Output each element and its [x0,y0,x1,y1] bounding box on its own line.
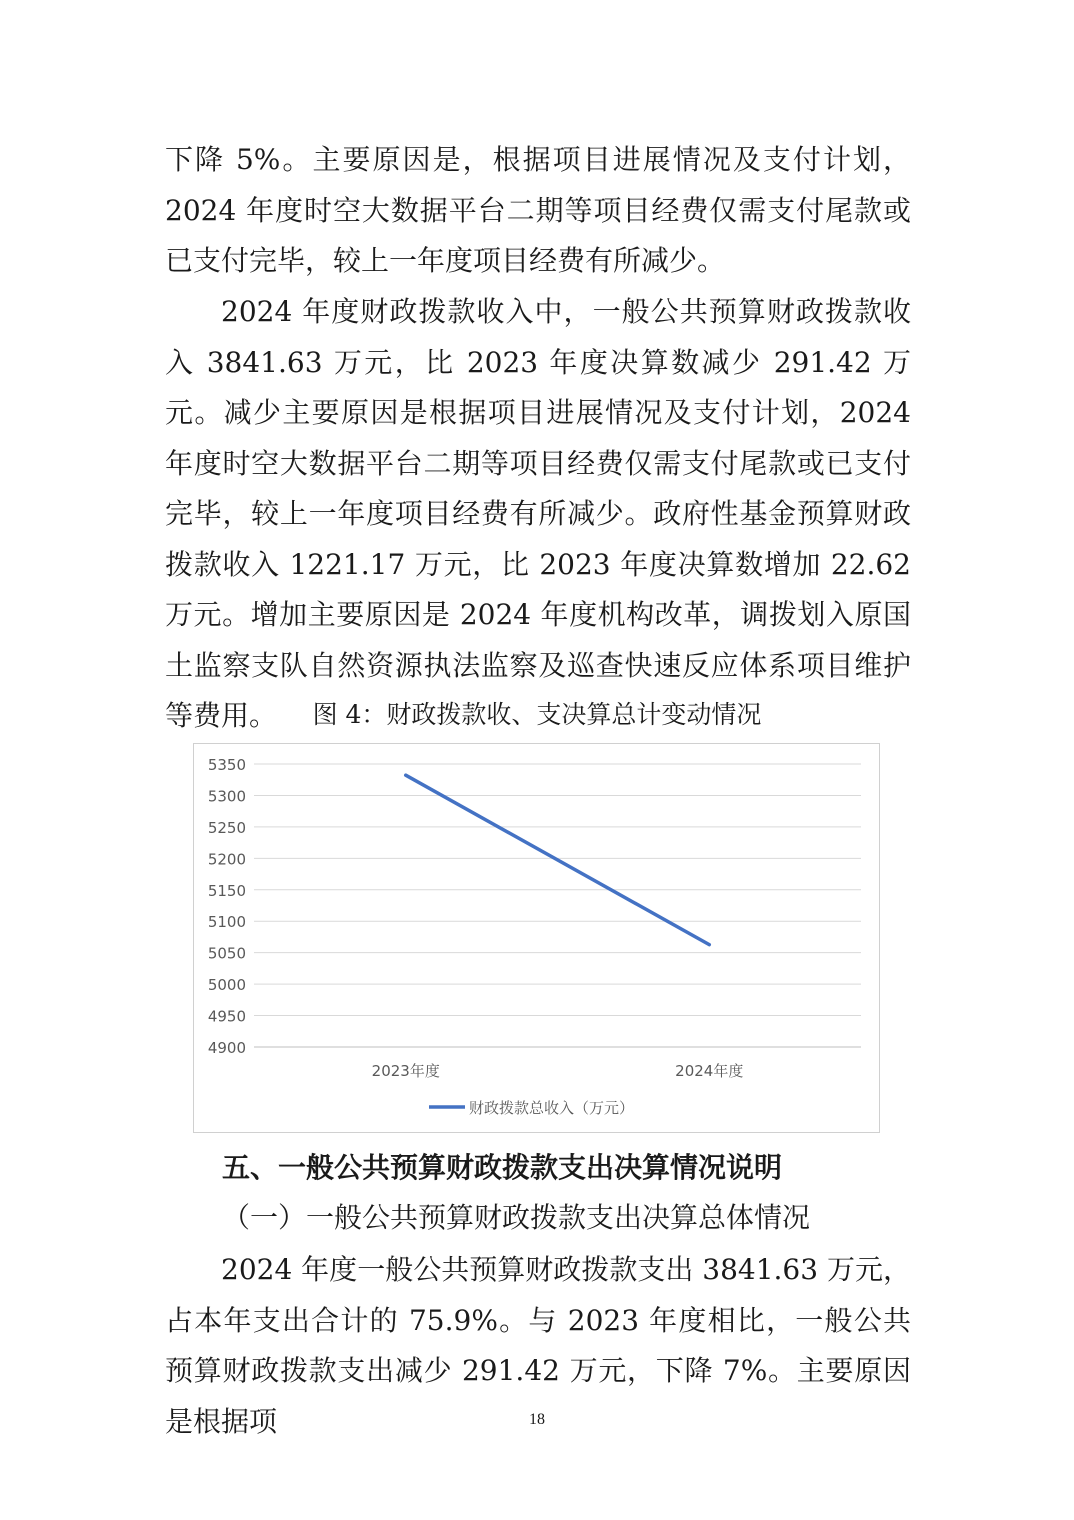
section-heading: 五、一般公共预算财政拨款支出决算情况说明 [222,1151,783,1184]
y-tick-label-5300: 5300 [207,787,246,806]
y-tick-label-4900: 4900 [207,1039,246,1057]
data-point-0-1 [708,943,711,946]
paragraph-2: 2024 年度财政拨款收入中，一般公共预算财政拨款收入 3841.63 万元，比 2023 年度决算数减少 291.42 万元。减少主要原因是根据项目进展情况及支付计划，2024 年度时空大数据平台二期等项目经费仅需支付尾款或已支付完毕，较上一年度项目经费有所减少。政府性基金预算财政拨款收入 1221.17 万元，比 2023 年度决算数增加 22.62 万元。增加主要原因是 2024 年度机构改革，调拨划入原国土监察支队自然资源执法监察及巡查快速反应体系项目维护等费用。 [165,295,911,732]
legend-label-0: 财政拨款总收入（万元） [469,1099,635,1117]
y-tick-label-5150: 5150 [207,881,246,900]
figure-caption: 图 4：财政拨款收、支决算总计变动情况 [312,700,762,729]
y-tick-label-5250: 5250 [207,818,246,837]
chart-svg [194,744,881,1134]
y-tick-label-5350: 5350 [207,756,246,774]
y-tick-label-5200: 5200 [207,850,246,869]
data-point-0-0 [404,774,407,777]
x-tick-label-0: 2023年度 [371,1062,440,1080]
y-tick-label-5050: 5050 [207,944,246,963]
paragraph-1: 下降 5%。主要原因是，根据项目进展情况及支付计划，2024 年度时空大数据平台二期等项目经费仅需支付尾款或已支付完毕，较上一年度项目经费有所减少。 [165,143,911,277]
series-line-0 [406,775,710,944]
y-tick-label-4950: 4950 [207,1007,246,1026]
subsection-heading: （一）一般公共预算财政拨款支出决算总体情况 [222,1201,811,1234]
page-number: 18 [529,1411,545,1428]
line-chart [193,743,880,1133]
y-tick-label-5100: 5100 [207,913,246,932]
paragraph-3: 2024 年度一般公共预算财政拨款支出 3841.63 万元，占本年支出合计的 75.9%。与 2023 年度相比，一般公共预算财政拨款支出减少 291.42 万元，下降 7%。主要原因是根据项 [165,1253,911,1438]
x-tick-label-1: 2024年度 [675,1062,744,1080]
y-tick-label-5000: 5000 [207,976,246,995]
